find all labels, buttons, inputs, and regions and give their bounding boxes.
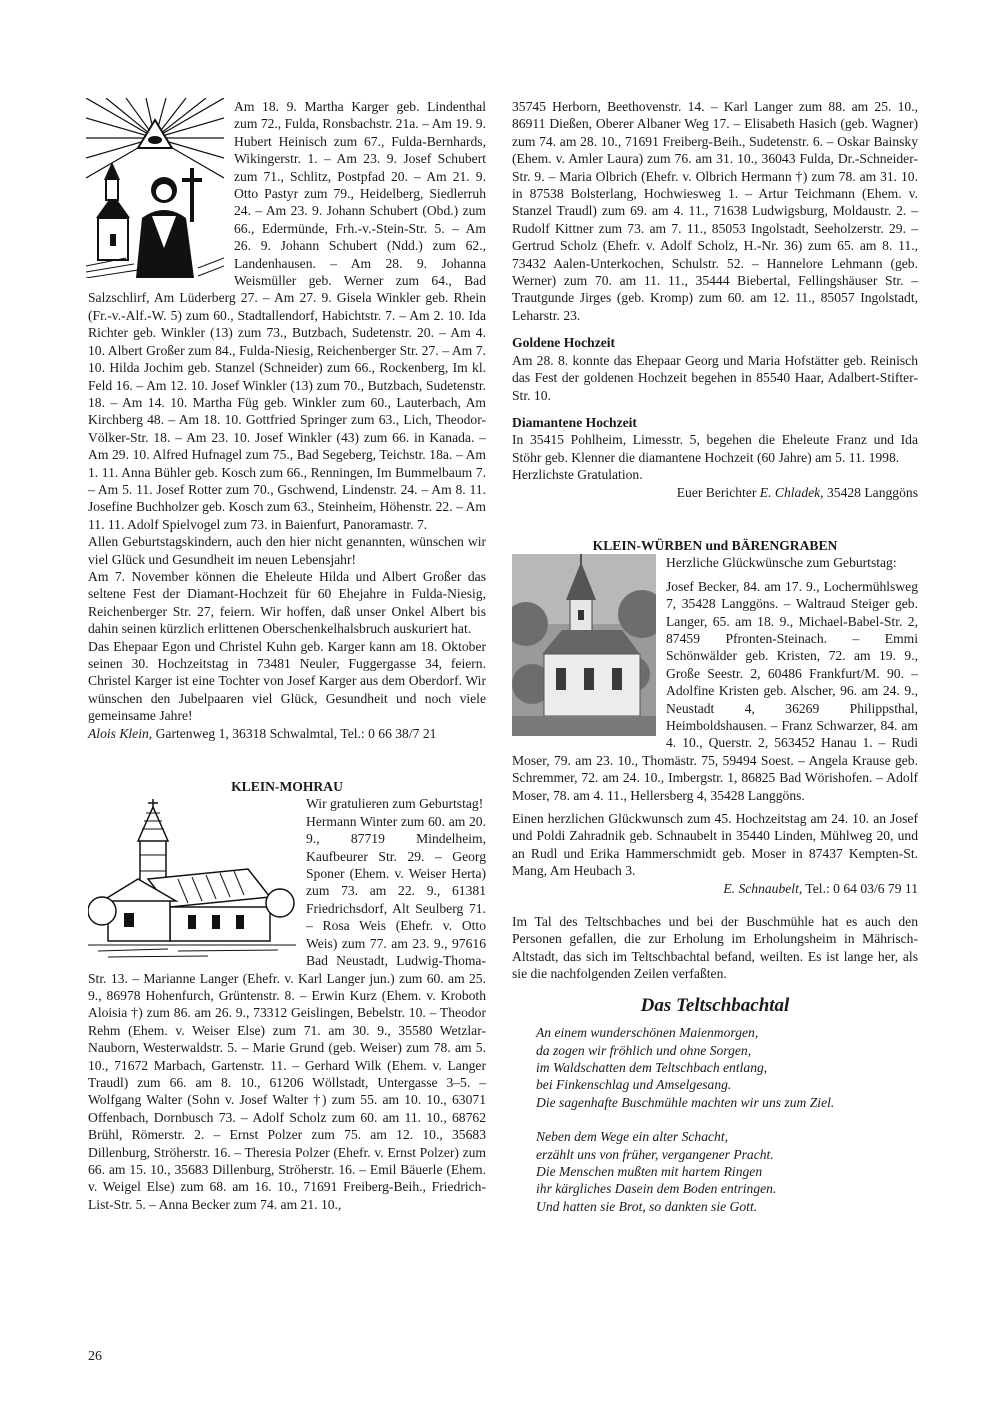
poem-title: Das Teltschbachtal <box>640 994 790 1016</box>
reporter-address: 35428 Langgöns <box>823 484 918 500</box>
gratulation-text: Herzlichste Gratulation. <box>512 467 643 483</box>
poem-line: Neben dem Wege ein alter Schacht, <box>536 1129 729 1145</box>
chapel-photo <box>512 554 656 736</box>
schnaubelt-phone: Tel.: 0 64 03/6 79 11 <box>802 880 918 896</box>
village-church-drawing <box>88 799 296 959</box>
teltschbach-intro: Im Tal des Teltschbaches und bei der Buschmühle hat es auch den Personen gefallen, die zur Erholung im Erholungsheim in Mährisch-Altstadt, das sich im Teltschbachtal befand, weilten. Es ist lange her, als sie die nachfolgenden Zeilen verfaßten. <box>512 914 918 982</box>
diamond-wedding-text: In 35415 Pohlheim, Limesstr. 5, begehen die Eheleute Franz und Ida Stöhr geb. Klenner die diamantene Hochzeit (60 Jahre) am 5. 11. 1998. <box>512 432 918 465</box>
poem-line: da zogen wir fröhlich und ohne Sorgen, <box>536 1042 752 1058</box>
poem-line: im Waldschatten dem Teltschbach entlang, <box>536 1059 768 1075</box>
birthday-list-left: Am 18. 9. Martha Karger geb. Lindenthal zum 72., Fulda, Ronsbachstr. 21a. – Am 19. 9. Hubert Heinisch zum 67., Fulda-Bernhards, Wikingerstr. 1. – Am 23. 9. Josef Schubert zum 71., Schlitz, Postpfad 20. – Am 21. 9. Otto Pastyr zum 79., Heidelberg, Siedlerruh 24. – Am 23. 9. Johann Schubert (Obd.) zum 66., Edermünde, Frh.-v.-Stein-Str. 5. – Am 26. 9. Johann Schubert (Ndd.) zum 62., Landenhausen. – Am 28. 9. Johanna Weismüller geb. Werner zum 64., Bad Salzschlirf, Am Lüderberg 27. – Am 27. 9. Gisela Winkler geb. Rhein (Fr.-v.-Alf.-W. 5) zum 60., Stadtallendorf, Habichtstr. 7. – Am 2. 10. Ida Richter geb. Winkler (13) zum 73., Butzbach, Sudetenstr. 20. – Am 4. 10. Albert Großer zum 84., Fulda-Niesig, Reichenberger Str. 27. – Am 7. 10. Hilda Jochim geb. Stanzel (Schneider) zum 66., Rockenberg, Im kl. Feld 16. – Am 12. 10. Josef Winkler (13) zum 70., Butzbach, Sudetenstr. 18. – Am 14. 10. Martha Füg geb. Winkler zum 60., Lauterbach, Am Kirchberg 48. – Am 18. 10. Gottfried Springer zum 63., Lich, Theodor-Völker-Str. 18. – Am 23. 10. Josef Winkler (43) zum 66. in Kanada. – Am 29. 10. Alfred Hufnagel zum 75., Bad Segeberg, Teichstr. 18a. – Am 1. 11. Anna Bühler geb. Kosch zum 66., Renningen, Im Bummelbaum 7. – Am 5. 11. Josef Rotter zum 70., Gschwend, Lindenstr. 24. – Am 8. 11. Josefine Buchholzer geb. Kosch zum 63., Steinheim, Höhenstr. 22. – Am 11. 11. Adolf Spielvogel zum 73. in Baienfurt, Panoramastr. 7. <box>88 99 486 532</box>
poem-line: Die sagenhafte Buschmühle machten wir uns zum Ziel. <box>536 1094 835 1110</box>
klein-wuerben-greeting: Herzliche Glückwünsche zum Geburtstag: <box>666 555 897 571</box>
poem-line: ihr kärgliches Dasein dem Boden entringen. <box>536 1181 777 1197</box>
left-column <box>88 98 486 1213</box>
klein-wuerben-anniversary: Einen herzlichen Glückwunsch zum 45. Hochzeitstag am 24. 10. an Josef und Poldi Zahradnik geb. Schnaubelt in 35440 Linden, Mühlweg 20, und an Rudl und Erika Hammerschmidt geb. Moser in 87437 Kempten-St. Mang, Am Heubach 3. <box>512 811 918 879</box>
heading-diamantene-hochzeit: Diamantene Hochzeit <box>512 414 637 430</box>
wedding-anniversary-kuhn: Das Ehepaar Egon und Christel Kuhn geb. Karger kann am 18. Oktober seinen 30. Hochzeitstag in 73481 Neuler, Fuggergasse 34, feiern. Christel Karger ist eine Tochter von Josef Karger aus dem Oberdorf. Wir wünschen den Jubelpaaren viel Glück, Gesundheit und noch viele gemeinsame Jahre! <box>88 638 486 724</box>
schnaubelt-name: E. Schnaubelt, <box>723 880 803 896</box>
reporter-prefix: Euer Berichter <box>676 484 760 500</box>
signature-alois-klein <box>88 725 486 742</box>
birthday-wishes: Allen Geburtstagskindern, auch den hier nicht genannten, wünschen wir viel Glück und Gesundheit im neuen Lebensjahr! <box>88 534 486 567</box>
poem-stanza-1 <box>512 1024 918 1111</box>
page-number: 26 <box>88 1349 102 1364</box>
heading-klein-wuerben: KLEIN-WÜRBEN und BÄRENGRABEN <box>592 537 838 553</box>
poem-line: An einem wunderschönen Maienmorgen, <box>536 1025 759 1041</box>
signature-name: Alois Klein, <box>88 725 153 741</box>
klein-mohrau-birthdays: Hermann Winter zum 60. am 20. 9., 87719 Mindelheim, Kaufbeurer Str. 29. – Georg Sponer (Ehem. v. Weiser Herta) zum 73. am 22. 9., 61381 Friedrichsdorf, Alt Seulberg 71. – Rosa Weis (Ehefr. v. Otto Weis) zum 77. am 23. 9., 97616 Bad Neustadt, Ludwig-Thoma-Str. 13. – Marianne Langer (Ehefr. v. Karl Langer jun.) zum 60. am 25. 9., 86978 Hohenfurch, Grüntenstr. 8. – Erwin Kurz (Ehem. v. Kroboth Aloisia †) zum 86. am 26. 9., 73312 Geislingen, Bebelstr. 10. – Theodor Rehm (Ehem. v. Weiser Else) zum 71. am 30. 9., 35580 Wetzlar-Nauborn, Westerwaldstr. 5. – Marie Grund (geb. Weiser) zum 78. am 5. 10., 71672 Marbach, Gartenstr. 11. – Gerhard Wilk (Ehem. v. Langer Traudl) zum 66. am 8. 10., 61206 Wöllstadt, Untergasse 3–5. – Wolfgang Walter (Sohn v. Josef Walter †) zum 55. am 10. 10., 63071 Offenbach, Dornbusch 73. – Adolf Scholz zum 60. am 11. 10., 68762 Brühl, Römerstr. 2. – Ernst Polzer zum 75. am 12. 10., 35683 Dillenburg, Ströherstr. 16. – Theresia Polzer (Ehefr. v. Ernst Polzer) zum 66. am 15. 10., 35683 Dillenburg, Ströherstr. 16. – Emil Bäuerle (Ehem. v. Weigel Else) zum 68. am 16. 10., 71691 Freiberg-Beih., Friedrich-List-Str. 5. – Anna Becker zum 74. am 21. 10., <box>88 813 486 1212</box>
chapel-photo-svg <box>512 554 656 736</box>
reporter-name: E. Chladek, <box>759 484 824 500</box>
poem-line: Und hatten sie Brot, so dankten sie Gott. <box>536 1198 758 1214</box>
poem-line: Die Menschen mußten mit hartem Ringen <box>536 1163 763 1179</box>
right-column <box>512 98 918 1215</box>
diamond-wedding-grosser: Am 7. November können die Eheleute Hilda und Albert Großer das seltene Fest der Diamant-Hochzeit für 60 Ehejahre in Fulda-Niesig, Reichenberger Str. 27, feiern. Wir hoffen, daß unser Onkel Albert bis dahin seinen kürzlich erlittenen Oberschenkelhalsbruch auskuriert hat. <box>88 568 486 637</box>
heading-goldene-hochzeit: Goldene Hochzeit <box>512 335 616 351</box>
golden-wedding-text: Am 28. 8. konnte das Ehepaar Georg und Maria Hofstätter geb. Reinisch das Fest der goldenen Hochzeit begehen in 85540 Haar, Adalbert-Stifter-Str. 10. <box>512 352 918 403</box>
signature-address: Gartenweg 1, 36318 Schwalmtal, Tel.: 0 66 38/7 21 <box>152 725 437 741</box>
heading-klein-mohrau: KLEIN-MOHRAU <box>231 779 343 795</box>
signature-schnaubelt <box>512 880 918 897</box>
klein-mohrau-greeting: Wir gratulieren zum Geburtstag! <box>306 796 484 812</box>
poem-line: erzählt uns von früher, vergangener Pracht. <box>536 1146 774 1162</box>
klein-wuerben-birthdays: Josef Becker, 84. am 17. 9., Lochermühlsweg 7, 35428 Langgöns. – Waltraud Steiger geb. Langer, 65. am 18. 9., Michael-Babel-Str. 2, 87459 Pfronten-Steinach. – Emmi Schönwälder geb. Kristen, 72. am 19. 9., Große Seestr. 2, 60486 Frankfurt/M. 90. – Adolfine Kristen geb. Alscher, 96. am 24. 9., Neustadt 4, 36269 Philippsthal, Heimboldshausen. – Franz Schwarzer, 84. am 4. 10., Querstr. 2, 563452 Hanau 1. – Rudi Moser, 79. am 23. 10., Thomästr. 75, 59494 Soest. – Angela Krause geb. Schremmer, 72. am 24. 10., Imbergstr. 1, 86825 Bad Wörishofen. – Adolf Moser, 78. am 4. 11., Hellersberg 4, 35428 Langgöns. <box>512 578 918 803</box>
woodcut-saint-drawing <box>86 98 224 278</box>
village-church-svg <box>88 799 296 959</box>
woodcut-saint-image <box>86 98 224 278</box>
poem-stanza-2 <box>512 1128 918 1215</box>
poem-line: bei Finkenschlag und Amselgesang. <box>536 1077 732 1093</box>
signature-chladek <box>512 484 918 501</box>
birthday-list-right: 35745 Herborn, Beethovenstr. 14. – Karl Langer zum 88. am 25. 10., 86911 Dießen, Oberer Albaner Weg 17. – Elisabeth Hasich (geb. Wagner) zum 74. am 28. 10., 71691 Freiberg-Beih., Sudetenstr. 6. – Oskar Bainsky (Ehem. v. Amler Laura) zum 76. am 31. 10., 36043 Fulda, Dr.-Schneider-Str. 9. – Maria Olbrich (Ehefr. v. Olbrich Hermann †) zum 78. am 31. 10. in 87538 Bolsterlang, Hochwiesweg 1. – Artur Teichmann (Ehem. v. Stanzel Traudl) zum 69. am 4. 11., 71638 Ludwigsburg, Moldaustr. 2. – Rudolf Kittner zum 73. am 7. 11., 85053 Ingolstadt, Seeholzerstr. 29. – Gertrud Scholz (Ehefr. v. Adolf Scholz, H.-Nr. 36) zum 65. am 8. 11., 73432 Aalen-Unterkochen, Schulstr. 52. – Hannelore Lehmann (geb. Werner) zum 70. am 11. 11., 35444 Biebertal, Fellingshäuser Str. – Trautgunde Jirges (geb. Kromp) zum 60. am 12. 11., 85057 Ingolstadt, Leharstr. 23. <box>512 99 918 323</box>
